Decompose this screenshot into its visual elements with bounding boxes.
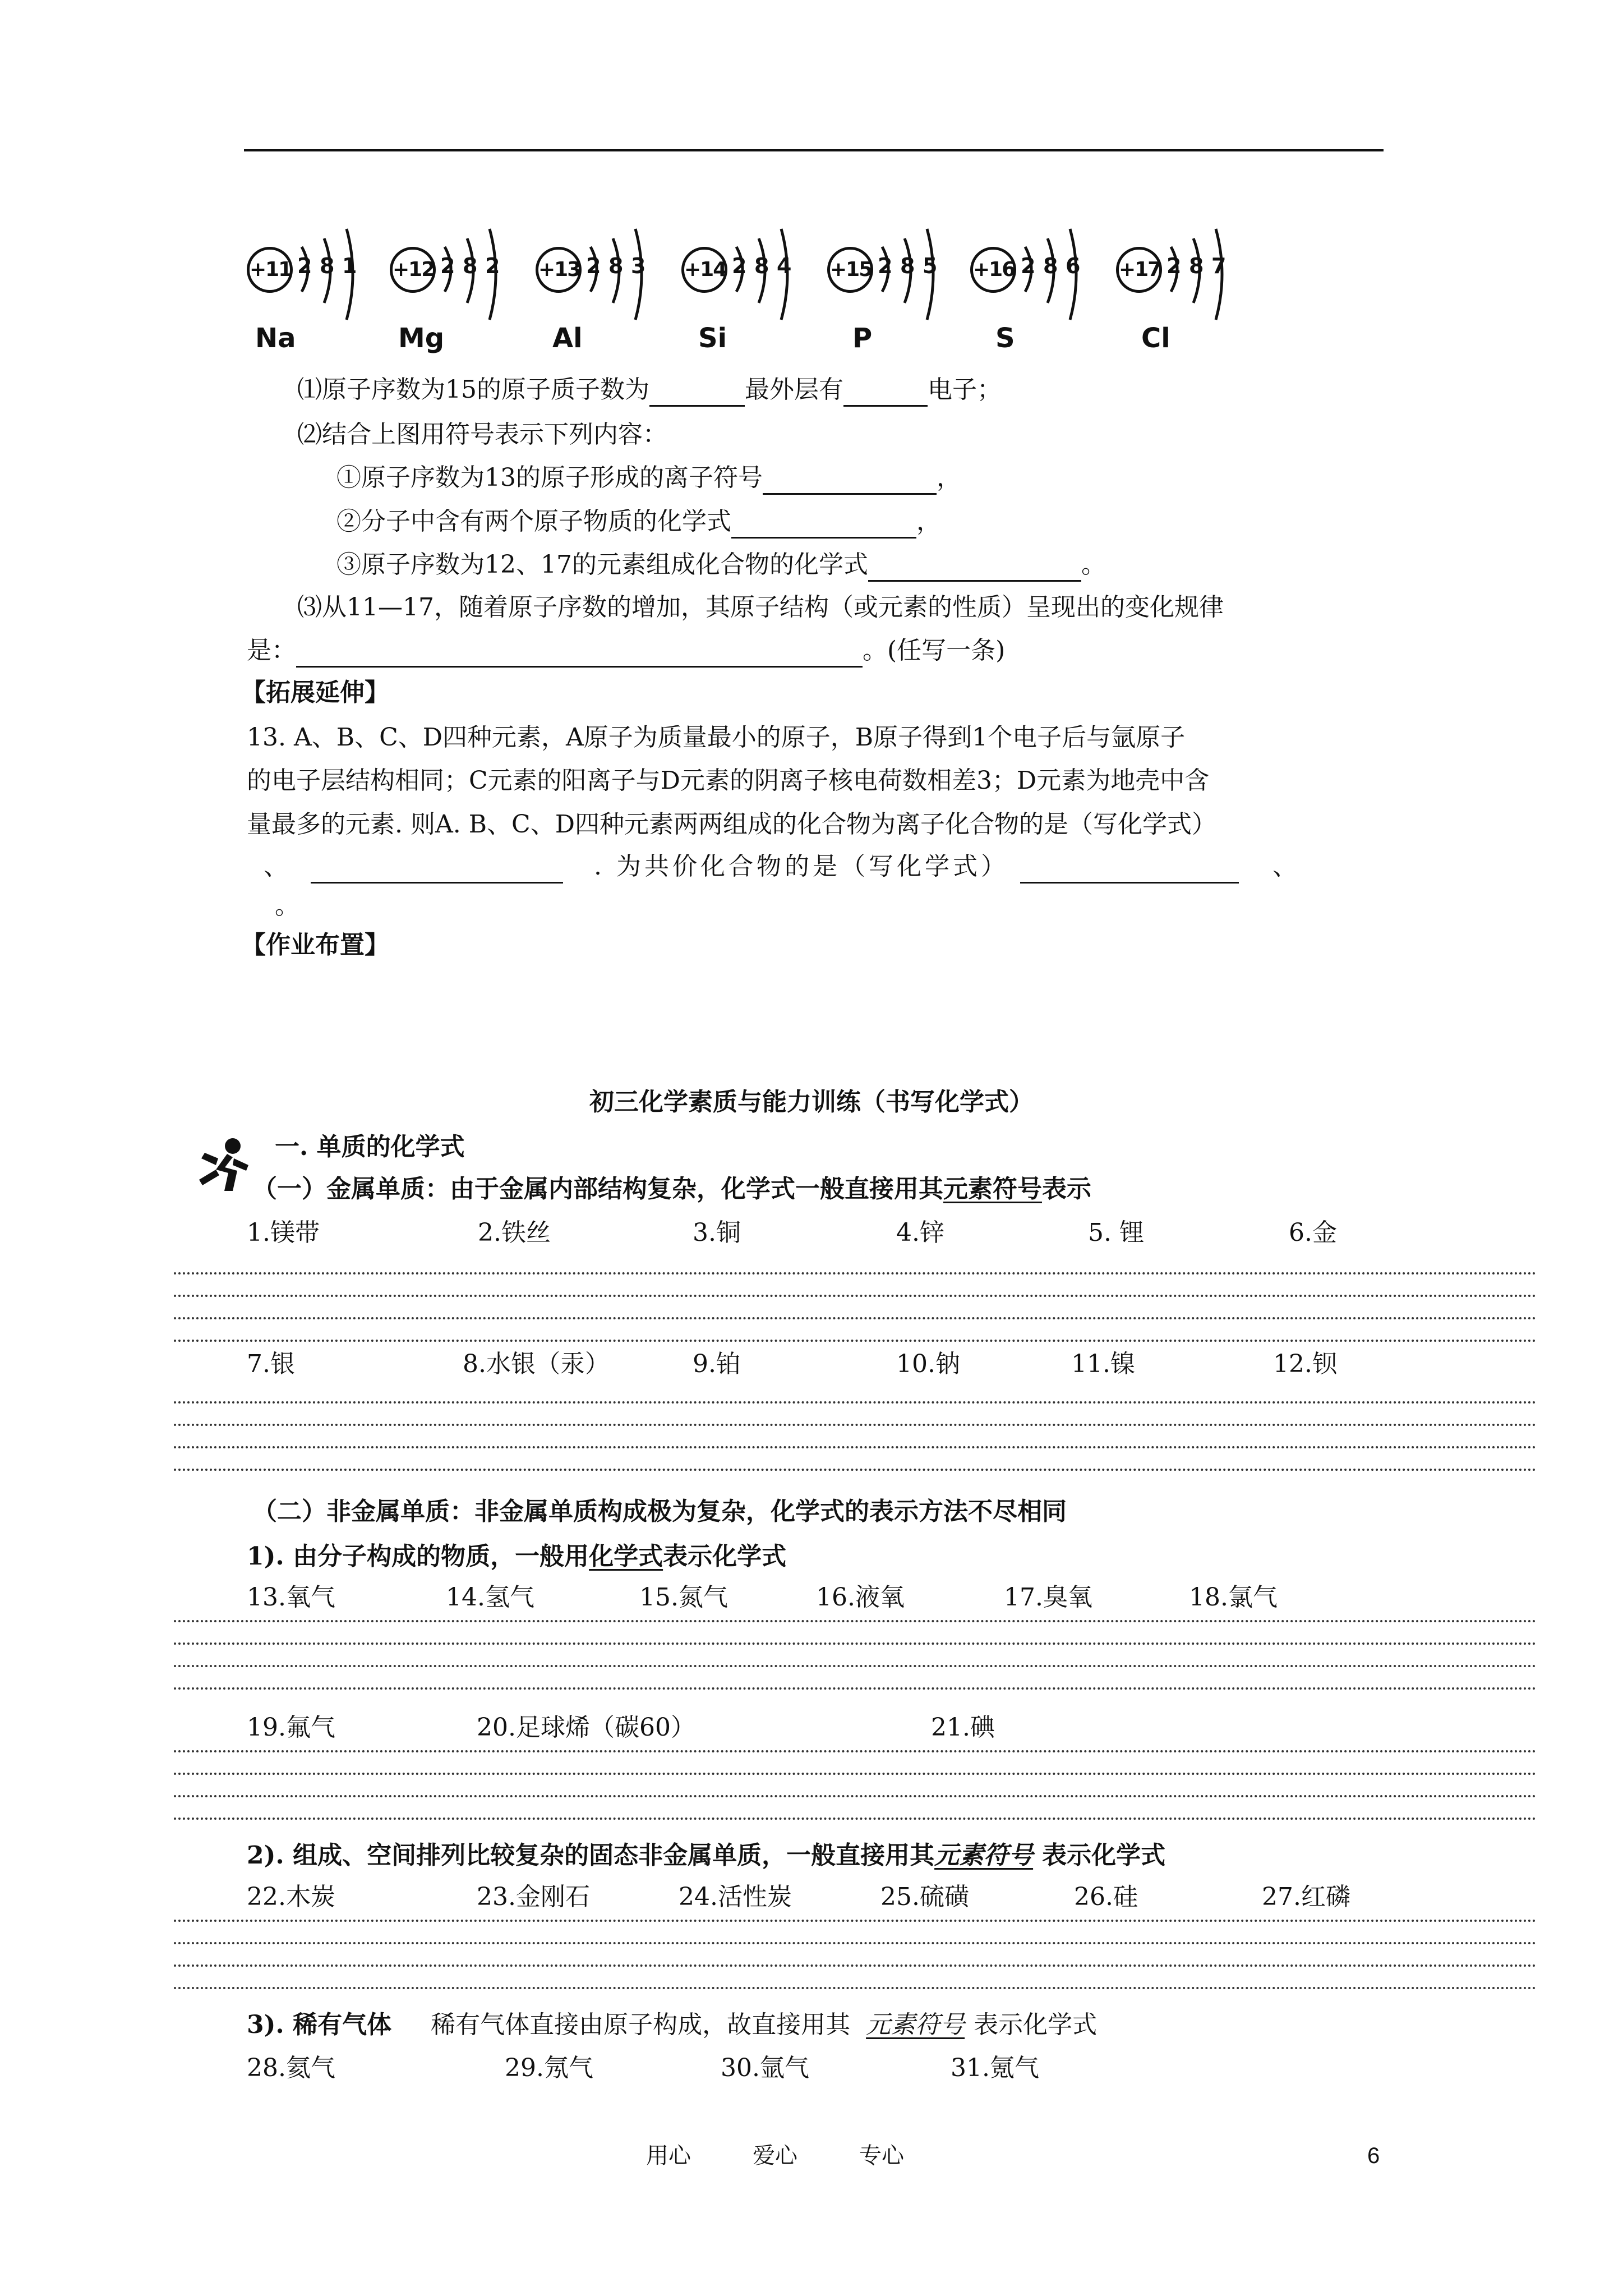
q12-part2: ⑵结合上图用符号表示下列内容： (297, 420, 667, 449)
dotted-answer-line (174, 1773, 1537, 1775)
element-symbol: P (852, 323, 873, 354)
atom-diagram (390, 224, 524, 337)
solid-item: 22.木炭 (247, 1883, 335, 1911)
page-number: 6 (1367, 2143, 1380, 2168)
element-symbol: Cl (1141, 323, 1170, 354)
atom-nucleus: +12 (390, 247, 436, 293)
dotted-answer-line (174, 1920, 1537, 1922)
homework-heading: 【作业布置】 (241, 931, 389, 959)
metal-item: 12.钡 (1273, 1350, 1337, 1378)
dotted-answer-line (174, 1665, 1537, 1667)
metal-item: 4.锌 (896, 1218, 944, 1247)
atom-nucleus: +17 (1116, 247, 1162, 293)
molecular-item: 13.氧气 (247, 1583, 335, 1612)
shell-electron-count: 6 (1066, 254, 1081, 278)
dotted-answer-line (174, 1317, 1537, 1319)
solid-item: 26.硅 (1074, 1883, 1138, 1911)
subsection-solid-nonmetal: 2). 组成、空间排列比较复杂的固态非金属单质，一般直接用其元素符号 表示化学式 (247, 1841, 1166, 1870)
training-title: 初三化学素质与能力训练（书写化学式） (589, 1088, 1034, 1116)
shell-electron-count: 7 (1211, 254, 1227, 278)
atom-diagram (1116, 224, 1251, 337)
header-rule (244, 149, 1384, 151)
metal-item: 9.铂 (693, 1350, 741, 1378)
molecular-item: 21.碘 (931, 1713, 995, 1742)
atom-diagram (247, 224, 381, 337)
dotted-answer-line (174, 1401, 1537, 1404)
metal-item: 11.镍 (1071, 1350, 1135, 1378)
dotted-answer-line (174, 1942, 1537, 1944)
solid-item: 24.活性炭 (679, 1883, 792, 1911)
dotted-answer-line (174, 1295, 1537, 1297)
metal-item: 5. 锂 (1088, 1218, 1144, 1247)
electron-shell-arcs (1116, 224, 1251, 337)
solid-item: 25.硫磺 (880, 1883, 969, 1911)
atom-nucleus: +15 (827, 247, 873, 293)
nonmetal-heading: （二）非金属单质：非金属单质构成极为复杂，化学式的表示方法不尽相同 (252, 1497, 1067, 1526)
q12-part3-answer: 是： 。(任写一条) (247, 634, 1005, 668)
dotted-answer-line (174, 1469, 1537, 1471)
element-symbol: Na (255, 323, 296, 354)
extension-line-answer: 、 . 为共价化合物的是（写化学式） 、 (264, 850, 1297, 884)
metal-item: 7.银 (247, 1350, 295, 1378)
q12-part1: ⑴原子序数为15的原子质子数为 最外层有 电子； (297, 373, 1002, 407)
molecular-item: 18.氯气 (1189, 1583, 1278, 1612)
element-symbol: Al (552, 323, 583, 354)
molecular-item: 19.氟气 (247, 1713, 335, 1742)
noble-gas-item: 29.氖气 (505, 2054, 593, 2082)
metal-item: 3.铜 (693, 1218, 741, 1247)
shell-electron-count: 2 (878, 254, 893, 278)
metal-item: 10.钠 (896, 1350, 960, 1378)
atom-nucleus: +14 (681, 247, 727, 293)
shell-electron-count: 8 (900, 254, 915, 278)
runner-icon (193, 1136, 255, 1198)
extension-line: 13. A、B、C、D四种元素，A原子为质量最小的原子，B原子得到1个电子后与氩原子 (247, 723, 1186, 752)
molecular-item: 20.足球烯（碳60） (477, 1713, 695, 1742)
metal-item: 8.水银（汞） (463, 1350, 610, 1378)
electron-shell-arcs (536, 224, 670, 337)
solid-item: 23.金刚石 (477, 1883, 590, 1911)
dotted-answer-line (174, 1620, 1537, 1622)
dotted-answer-line (174, 1818, 1537, 1820)
dotted-answer-line (174, 1642, 1537, 1645)
q12-part3: ⑶从11—17，随着原子序数的增加，其原子结构（或元素的性质）呈现出的变化规律 (297, 593, 1224, 622)
electron-shell-arcs (247, 224, 381, 337)
atom-diagram (970, 224, 1105, 337)
element-symbol: Si (698, 323, 727, 354)
electron-shell-arcs (390, 224, 524, 337)
shell-electron-count: 2 (1021, 254, 1036, 278)
molecular-item: 15.氮气 (639, 1583, 728, 1612)
dotted-answer-line (174, 1446, 1537, 1448)
shell-electron-count: 8 (320, 254, 335, 278)
electron-shell-arcs (970, 224, 1105, 337)
shell-electron-count: 2 (440, 254, 455, 278)
atom-nucleus: +16 (970, 247, 1016, 293)
electron-shell-arcs (681, 224, 816, 337)
dotted-answer-line (174, 1272, 1537, 1274)
shell-electron-count: 2 (586, 254, 601, 278)
element-symbol: S (995, 323, 1015, 354)
element-symbol: Mg (398, 323, 445, 354)
subsection-noble-gas: 3). 稀有气体 稀有气体直接由原子构成，故直接用其 元素符号 表示化学式 (247, 2010, 1098, 2039)
shell-electron-count: 1 (342, 254, 357, 278)
extension-end: 。 (275, 891, 299, 920)
dotted-answer-line (174, 1340, 1537, 1342)
q12-part2-item2: ②分子中含有两个原子物质的化学式 ， (336, 505, 941, 539)
molecular-item: 14.氢气 (446, 1583, 534, 1612)
footer-motto: 用心 爱心 专心 (646, 2143, 904, 2169)
subsection-molecular: 1). 由分子构成的物质，一般用化学式表示化学式 (247, 1542, 787, 1571)
metal-item: 2.铁丝 (478, 1218, 551, 1247)
shell-electron-count: 2 (485, 254, 500, 278)
shell-electron-count: 8 (608, 254, 624, 278)
extension-heading: 【拓展延伸】 (241, 678, 389, 707)
molecular-item: 16.液氧 (816, 1583, 905, 1612)
extension-line: 的电子层结构相同；C元素的阳离子与D元素的阴离子核电荷数相差3；D元素为地壳中含 (247, 766, 1210, 795)
shell-electron-count: 2 (1166, 254, 1182, 278)
metal-item: 6.金 (1289, 1218, 1337, 1247)
metal-item: 1.镁带 (247, 1218, 320, 1247)
electron-shell-arcs (827, 224, 962, 337)
atom-diagram (536, 224, 670, 337)
atom-diagram (827, 224, 962, 337)
shell-electron-count: 8 (1189, 254, 1204, 278)
dotted-answer-line (174, 1964, 1537, 1967)
dotted-answer-line (174, 1424, 1537, 1426)
noble-gas-item: 28.氦气 (247, 2054, 335, 2082)
metal-heading: （一）金属单质：由于金属内部结构复杂，化学式一般直接用其元素符号表示 (252, 1175, 1091, 1203)
q12-part2-item3: ③原子序数为12、17的元素组成化合物的化学式 。 (336, 548, 1106, 582)
shell-electron-count: 5 (923, 254, 938, 278)
atom-nucleus: +11 (247, 247, 293, 293)
dotted-answer-line (174, 1795, 1537, 1797)
dotted-answer-line (174, 1750, 1537, 1752)
noble-gas-item: 30.氩气 (721, 2054, 809, 2082)
dotted-answer-line (174, 1987, 1537, 1989)
atom-nucleus: +13 (536, 247, 582, 293)
shell-electron-count: 3 (631, 254, 646, 278)
dotted-answer-line (174, 1687, 1537, 1690)
extension-line: 量最多的元素. 则A. B、C、D四种元素两两组成的化合物为离子化合物的是（写化学式） (247, 810, 1216, 839)
molecular-item: 17.臭氧 (1004, 1583, 1092, 1612)
q12-part2-item1: ①原子序数为13的原子形成的离子符号 ， (336, 461, 961, 495)
shell-electron-count: 2 (732, 254, 747, 278)
shell-electron-count: 8 (754, 254, 769, 278)
shell-electron-count: 4 (777, 254, 792, 278)
shell-electron-count: 8 (1043, 254, 1058, 278)
atom-diagram (681, 224, 816, 337)
shell-electron-count: 2 (297, 254, 312, 278)
noble-gas-item: 31.氪气 (951, 2054, 1039, 2082)
section1-heading: 一. 单质的化学式 (275, 1133, 465, 1161)
solid-item: 27.红磷 (1262, 1883, 1350, 1911)
shell-electron-count: 8 (463, 254, 478, 278)
